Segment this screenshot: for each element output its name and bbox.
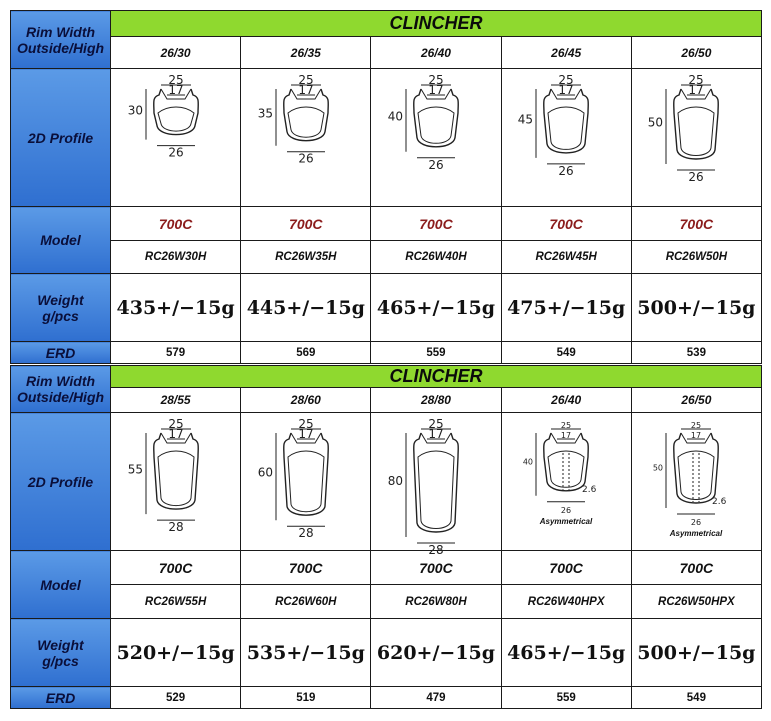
inner-width-value: 17 (167, 82, 184, 97)
rim-profile-diagram (632, 415, 760, 549)
profile-cell (631, 413, 761, 551)
rim-weight: 465+/−15g (371, 274, 501, 342)
erd-label: ERD (11, 342, 111, 364)
wheel-size: 700C (501, 207, 631, 241)
height-value: 45 (517, 111, 534, 126)
profile-cell (371, 69, 501, 207)
rim-profile-diagram (112, 71, 240, 205)
rim-inner-cavity (678, 107, 714, 156)
rim-weight: 520+/−15g (111, 619, 241, 687)
bottom-width-value: 26 (428, 157, 444, 172)
section-title: CLINCHER (111, 366, 762, 388)
section-title: CLINCHER (111, 11, 762, 37)
rim-profile-diagram (242, 71, 370, 205)
model-code: RC26W50H (631, 241, 761, 274)
erd-value: 569 (241, 342, 371, 364)
height-value: 35 (257, 105, 273, 120)
spec-table-section-1 (10, 10, 762, 364)
rim-width-label-line2: Outside/High (16, 39, 105, 56)
rim-profile-diagram (372, 71, 500, 205)
inner-width-value: 17 (558, 82, 574, 97)
rim-profile-diagram (502, 415, 630, 549)
rim-size: 26/50 (631, 37, 761, 69)
rim-outer-wall (153, 433, 198, 509)
profile-cell (631, 69, 761, 207)
erd-value: 559 (501, 687, 631, 709)
bottom-width-value: 28 (298, 525, 314, 540)
bottom-width-value: 28 (428, 542, 444, 557)
height-value: 50 (653, 463, 664, 472)
rim-size: 26/30 (111, 37, 241, 69)
outer-width-value: 25 (167, 72, 184, 87)
rim-inner-cavity (158, 107, 194, 131)
erd-label: ERD (11, 687, 111, 709)
rim-inner-cavity (548, 107, 584, 149)
rim-weight: 445+/−15g (241, 274, 371, 342)
rim-weight: 435+/−15g (111, 274, 241, 342)
profile-cell (501, 413, 631, 551)
erd-value: 519 (241, 687, 371, 709)
erd-value: 539 (631, 342, 761, 364)
profile-label: 2D Profile (11, 413, 111, 551)
outer-width-value: 25 (691, 420, 702, 430)
wheel-size: 700C (111, 551, 241, 585)
wheel-size: 700C (631, 207, 761, 241)
weight-label (11, 274, 111, 342)
rim-size: 26/50 (631, 388, 761, 413)
profile-cell (111, 413, 241, 551)
outer-width-value: 25 (688, 72, 705, 87)
height-value: 60 (257, 465, 273, 480)
rim-inner-cavity (678, 451, 714, 500)
profile-cell (371, 413, 501, 557)
weight-label-line2: g/pcs (42, 652, 79, 669)
rim-inner-cavity (418, 107, 454, 143)
spec-table-section-2 (10, 365, 762, 709)
rim-width-label (11, 366, 111, 413)
rim-inner-cavity (288, 451, 324, 512)
rim-size: 28/80 (371, 388, 501, 413)
rim-profile-diagram (242, 415, 370, 549)
profile-cell (241, 413, 371, 551)
rim-inner-cavity (158, 451, 194, 506)
rim-size: 28/55 (111, 388, 241, 413)
rim-width-label-line1: Rim Width (25, 373, 96, 389)
outer-width-value: 25 (558, 72, 574, 87)
bottom-width-value: 26 (167, 145, 184, 160)
weight-label-line1: Weight (37, 636, 84, 653)
outer-width-value: 25 (561, 420, 572, 430)
model-code: RC26W50HPX (631, 585, 761, 619)
erd-value: 549 (501, 342, 631, 364)
rim-inner-cavity (288, 107, 324, 137)
erd-value: 479 (371, 687, 501, 709)
rim-weight: 620+/−15g (371, 619, 501, 687)
model-code: RC26W40H (371, 241, 501, 274)
rim-weight: 475+/−15g (501, 274, 631, 342)
model-label: Model (11, 207, 111, 274)
profile-cell (501, 69, 631, 207)
height-value: 55 (127, 462, 143, 477)
asymmetrical-note: Asymmetrical (539, 516, 593, 526)
wheel-size: 700C (111, 207, 241, 241)
model-code: RC26W80H (371, 585, 501, 619)
outer-width-value: 25 (428, 72, 444, 87)
inner-width-value: 17 (298, 426, 314, 441)
offset-value: 2.6 (712, 496, 727, 507)
model-label: Model (11, 551, 111, 619)
rim-weight: 465+/−15g (501, 619, 631, 687)
rim-weight: 535+/−15g (241, 619, 371, 687)
inner-width-value: 17 (167, 426, 184, 441)
erd-value: 529 (111, 687, 241, 709)
bottom-width-value: 26 (298, 151, 314, 166)
weight-label-line1: Weight (37, 291, 84, 308)
model-code: RC26W45H (501, 241, 631, 274)
rim-profile-diagram (112, 415, 240, 549)
rim-profile-diagram (632, 71, 760, 205)
rim-width-label-line1: Rim Width (25, 23, 96, 40)
height-value: 30 (127, 102, 143, 117)
height-value: 50 (648, 115, 664, 129)
bottom-width-value: 28 (167, 519, 184, 534)
inner-width-value: 17 (298, 82, 314, 97)
model-code: RC26W35H (241, 241, 371, 274)
model-code: RC26W30H (111, 241, 241, 274)
height-value: 40 (387, 108, 403, 123)
rim-outer-wall (414, 89, 459, 147)
outer-width-value: 25 (167, 416, 184, 431)
rim-outer-wall (544, 430, 589, 491)
bottom-width-value: 26 (561, 505, 572, 515)
rim-width-label-line2: Outside/High (16, 389, 105, 405)
asymmetrical-note: Asymmetrical (670, 528, 723, 538)
wheel-size: 700C (371, 551, 501, 585)
rim-size: 26/40 (501, 388, 631, 413)
height-value: 80 (387, 473, 403, 488)
bottom-width-value: 26 (558, 163, 574, 178)
rim-weight: 500+/−15g (631, 619, 761, 687)
rim-weight: 500+/−15g (631, 274, 761, 342)
height-value: 40 (522, 456, 534, 466)
model-code: RC26W55H (111, 585, 241, 619)
wheel-size: 700C (501, 551, 631, 585)
inner-width-value: 17 (561, 430, 572, 440)
offset-value: 2.6 (582, 484, 597, 495)
rim-size: 26/35 (241, 37, 371, 69)
wheel-size: 700C (631, 551, 761, 585)
weight-label (11, 619, 111, 687)
erd-value: 549 (631, 687, 761, 709)
model-code: RC26W40HPX (501, 585, 631, 619)
model-code: RC26W60H (241, 585, 371, 619)
rim-size: 26/40 (371, 37, 501, 69)
profile-cell (241, 69, 371, 207)
wheel-size: 700C (371, 207, 501, 241)
inner-width-value: 17 (428, 82, 444, 97)
rim-profile-diagram (502, 71, 630, 205)
outer-width-value: 25 (298, 416, 314, 431)
inner-width-value: 17 (688, 82, 705, 97)
profile-label: 2D Profile (11, 69, 111, 207)
bottom-width-value: 26 (688, 169, 705, 184)
inner-width-value: 17 (691, 430, 702, 440)
bottom-width-value: 26 (691, 517, 702, 527)
wheel-size: 700C (241, 551, 371, 585)
rim-profile-diagram (372, 415, 500, 557)
inner-width-value: 17 (428, 426, 444, 441)
rim-size: 26/45 (501, 37, 631, 69)
rim-size: 28/60 (241, 388, 371, 413)
profile-cell (111, 69, 241, 207)
rim-width-label (11, 11, 111, 69)
wheel-size: 700C (241, 207, 371, 241)
erd-value: 559 (371, 342, 501, 364)
outer-width-value: 25 (298, 72, 314, 87)
erd-value: 579 (111, 342, 241, 364)
rim-inner-cavity (548, 451, 584, 487)
rim-inner-cavity (418, 451, 454, 529)
weight-label-line2: g/pcs (42, 307, 79, 324)
outer-width-value: 25 (428, 416, 444, 431)
